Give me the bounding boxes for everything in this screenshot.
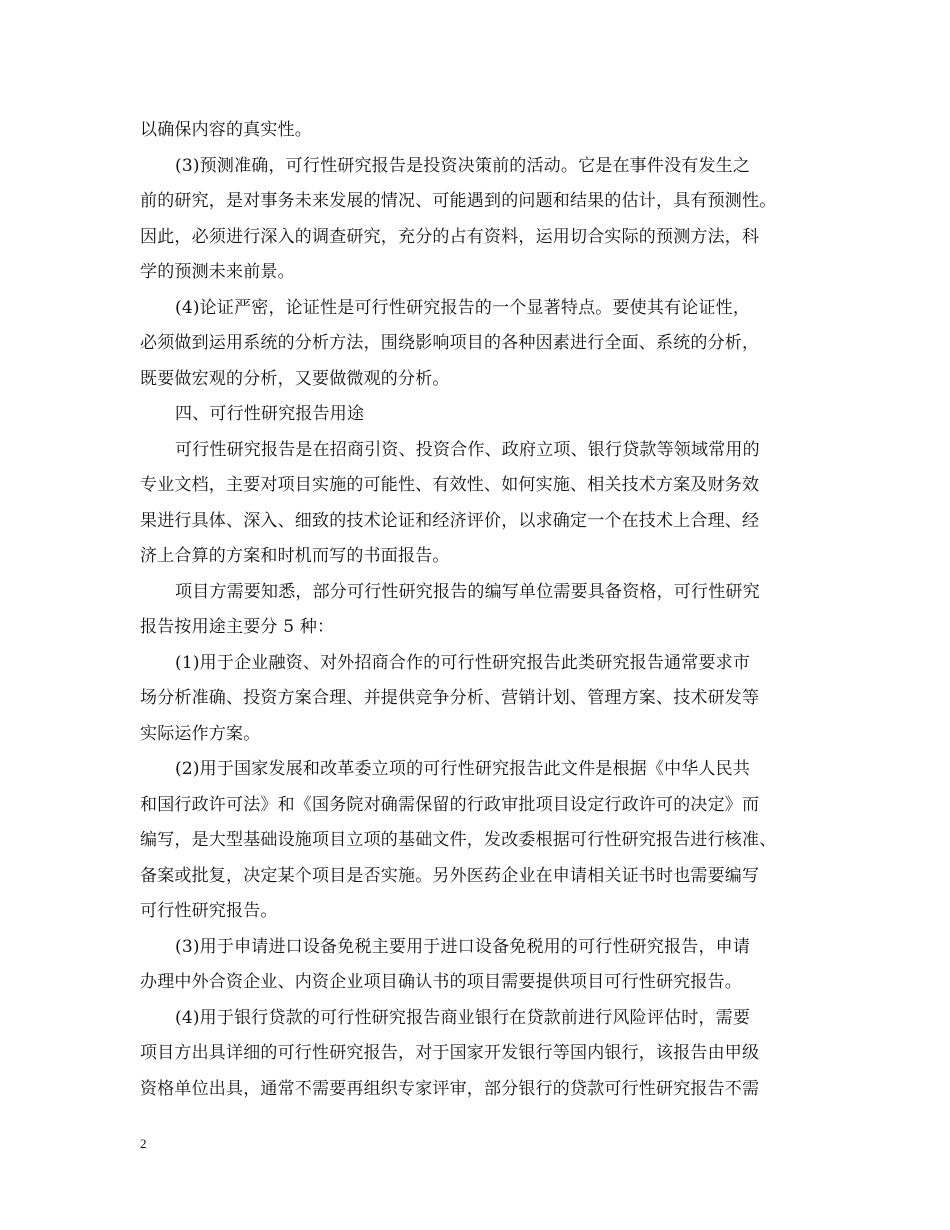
section-heading: 四、可行性研究报告用途 — [175, 404, 365, 424]
body-text-line: 专业文档，主要对项目实施的可能性、有效性、如何实施、相关技术方案及财务效 — [140, 475, 760, 495]
body-text-line: 因此，必须进行深入的调查研究，充分的占有资料，运用切合实际的预测方法，科 — [140, 227, 760, 247]
body-text-line: 项目方需要知悉，部分可行性研究报告的编写单位需要具备资格，可行性研究 — [175, 582, 760, 602]
body-text-line: (3)预测准确，可行性研究报告是投资决策前的活动。它是在事件没有发生之 — [175, 156, 751, 176]
body-text-line: 资格单位出具，通常不需要再组织专家评审，部分银行的贷款可行性研究报告不需 — [140, 1079, 760, 1099]
body-text-line: 报告按用途主要分 5 种： — [140, 617, 335, 637]
body-text-line: 实际运作方案。 — [140, 724, 261, 744]
body-text-line: 学的预测未来前景。 — [140, 262, 295, 282]
body-text-line: (4)用于银行贷款的可行性研究报告商业银行在贷款前进行风险评估时，需要 — [175, 1008, 751, 1028]
body-text-line: 以确保内容的真实性。 — [140, 120, 312, 140]
body-text-line: 济上合算的方案和时机而写的书面报告。 — [140, 546, 450, 566]
body-text-line: (1)用于企业融资、对外招商合作的可行性研究报告此类研究报告通常要求市 — [175, 653, 751, 673]
body-text-line: 必须做到运用系统的分析方法，围绕影响项目的各种因素进行全面、系统的分析， — [140, 333, 760, 353]
body-text-line: 备案或批复，决定某个项目是否实施。另外医药企业在申请相关证书时也需要编写 — [140, 866, 760, 886]
body-text-line: (3)用于申请进口设备免税主要用于进口设备免税用的可行性研究报告，申请 — [175, 937, 751, 957]
body-text-line: 项目方出具详细的可行性研究报告，对于国家开发银行等国内银行，该报告由甲级 — [140, 1043, 760, 1063]
body-text-line: 可行性研究报告。 — [140, 901, 278, 921]
body-text-line: 果进行具体、深入、细致的技术论证和经济评价，以求确定一个在技术上合理、经 — [140, 511, 760, 531]
body-text-line: (2)用于国家发展和改革委立项的可行性研究报告此文件是根据《中华人民共 — [175, 759, 751, 779]
body-text-line: (4)论证严密，论证性是可行性研究报告的一个显著特点。要使其有论证性， — [175, 298, 751, 318]
body-text-line: 编写，是大型基础设施项目立项的基础文件，发改委根据可行性研究报告进行核准、 — [140, 830, 777, 850]
body-text-line: 场分析准确、投资方案合理、并提供竞争分析、营销计划、管理方案、技术研发等 — [140, 688, 760, 708]
page-number: 2 — [140, 1136, 147, 1151]
body-text-line: 和国行政许可法》和《国务院对确需保留的行政审批项目设定行政许可的决定》而 — [140, 795, 760, 815]
body-text-line: 前的研究，是对事务未来发展的情况、可能遇到的问题和结果的估计，具有预测性。 — [140, 191, 777, 211]
body-text-line: 办理中外合资企业、内资企业项目确认书的项目需要提供项目可行性研究报告。 — [140, 972, 742, 992]
body-text-line: 既要做宏观的分析，又要做微观的分析。 — [140, 369, 450, 389]
body-text-line: 可行性研究报告是在招商引资、投资合作、政府立项、银行贷款等领域常用的 — [175, 440, 760, 460]
